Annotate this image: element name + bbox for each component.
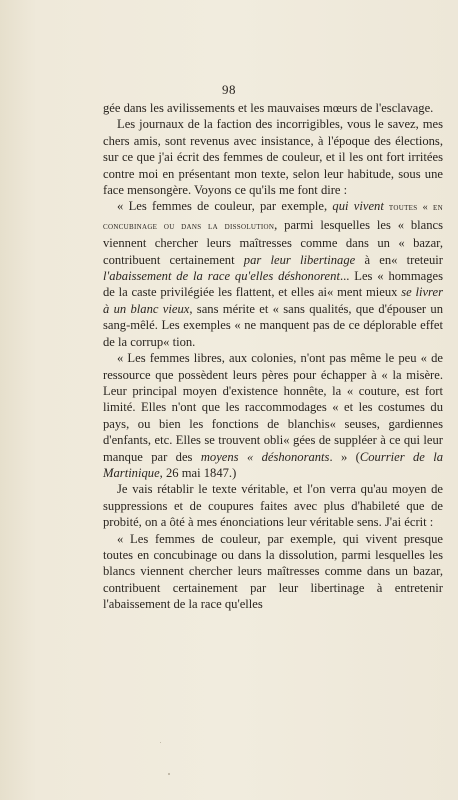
quote-italic: se livrer à un blanc vieux [103,285,443,316]
paper-speck [168,773,170,775]
quote-italic: l'abaissement de la race qu'elles déshonorent [103,269,340,284]
quote-texte-veritable: « Les femmes de couleur, par exemple, qui vivent presque toutes en concubinage ou dans la dissolution, parmi lesquelles les blancs viennent chercher leurs maîtresses comme dans un bazar, contribuent certainement par leur libertinage à entretenir l'abaissement de la race qu'elles [103,531,443,612]
quote-text: ... Les « hommages de la caste privilégiée les flattent, et elles ai« ment mieux [103,269,444,300]
quote-italic: moyens « déshonorants [200,449,330,464]
citation-date: , 26 mai 1847.) [159,465,237,480]
quote-text: . » ( [329,449,360,464]
quote-italic: qui vivent [332,199,384,214]
body-text [103,100,443,613]
quote-femmes-libres [103,350,443,481]
citation-source: Courrier de la Martinique [103,449,444,480]
quote-text: « Les femmes de couleur, par exemple, [117,199,333,214]
quote-text: , parmi lesquelles les « blancs viennent chercher leurs maîtresses comme dans un « bazar, contribuent certainement [103,217,443,267]
quote-italic: par leur libertinage [243,252,356,267]
page-number: 98 [222,82,236,97]
quote-text: « Les femmes libres, aux colonies, n'ont pas même le peu « de ressource que possèdent leurs pères pour échapper à « la misère. Leur principal moyen d'existence honnête, la « couture, est fort limité. Elles n'ont que les raccommodages « et les costumes du pays, ou bien les fonctions de blanchis« seuses, gardiennes d'enfants, etc. Elles se trouvent obli« gées de suppléer à ce qui leur manque par des [103,351,443,464]
paragraph-journaux: Les journaux de la faction des incorrigibles, vous le savez, mes chers amis, sont revenus avec insistance, à l'époque des élections, sur ce que j'ai écrit des femmes de couleur, et il les ont fort irritées contre moi en présentant mon texte, selon leur habitude, sous une face mensongère. Voyons ce qu'ils me font dire : [103,117,443,198]
quote-text: , sans mérite et « sans qualités, que d'épouser un sang-mêlé. Les exemples « ne manquent pas de ce déplorable effet de la corrup« tion. [103,301,443,349]
paragraph-retablir: Je vais rétablir le texte véritable, et l'on verra qu'au moyen de suppressions et de coupures faites avec plus d'habileté que de probité, on a ôté à mes énonciations leur véritable sens. J'ai écrit : [103,482,443,530]
paragraph-continuation: gée dans les avilissements et les mauvaises mœurs de l'esclavage. [103,101,434,115]
paper-speck [160,742,161,743]
quote-femmes-de-couleur [103,198,443,350]
quote-text: à en« treteuir [355,252,443,267]
quote-small-caps: toutes « en concubinage ou dans la dissolution [103,202,443,232]
